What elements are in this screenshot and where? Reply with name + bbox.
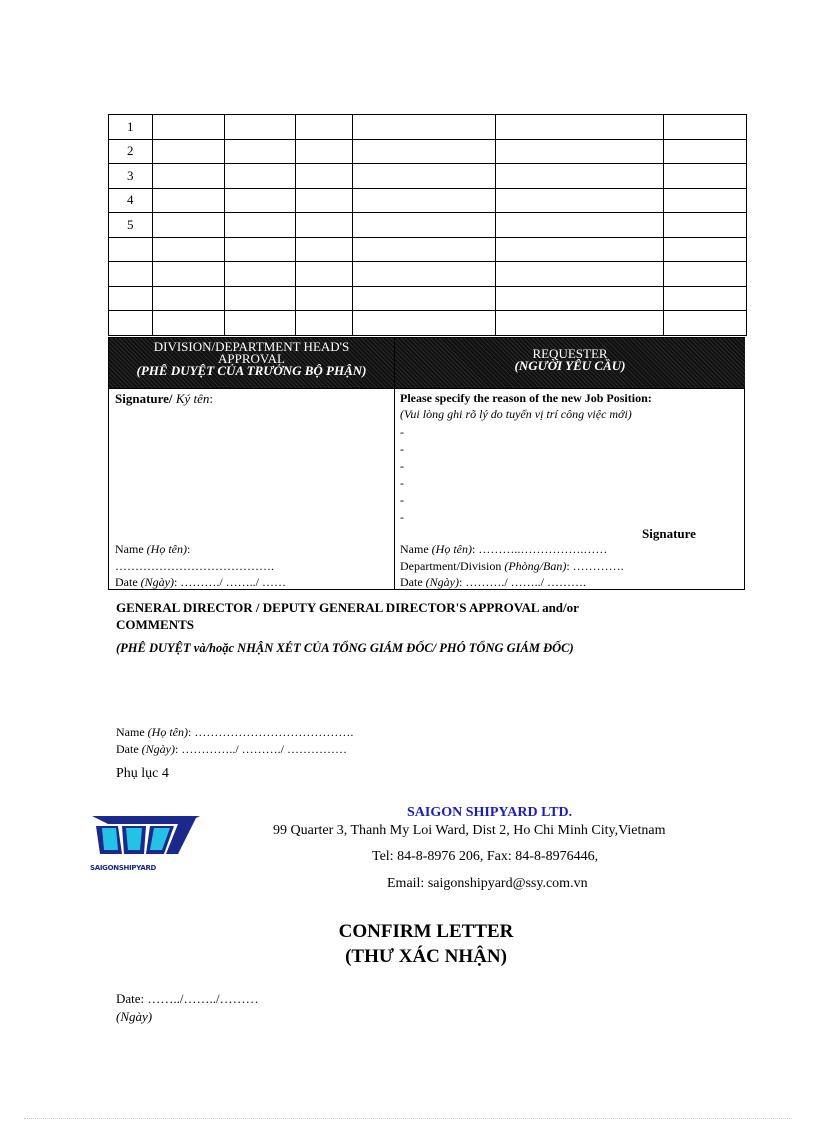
requester-date-line: Date (Ngày): ………./ ……../ ………. (400, 575, 586, 589)
row-number: 2 (109, 139, 153, 164)
letter-date-vi: (Ngày) (116, 1009, 153, 1024)
table-cell (225, 115, 296, 140)
approval-section (108, 337, 745, 590)
reason-dash-list (400, 424, 404, 526)
table-cell (296, 262, 353, 287)
table-cell (664, 188, 747, 213)
table-cell (153, 311, 225, 336)
dept-head-date-line: Date (Ngày): ………./ ……../ …… (115, 575, 286, 589)
letter-date-line: Date: ……../……../……… (116, 991, 259, 1006)
table-cell (153, 237, 225, 262)
reason-dash: - (400, 510, 404, 524)
table-row (109, 188, 747, 213)
table-cell (225, 213, 296, 238)
table-cell (225, 164, 296, 189)
table-row (109, 237, 747, 262)
table-cell (496, 115, 664, 140)
row-number: 3 (109, 164, 153, 189)
table-cell (296, 286, 353, 311)
table-cell (496, 237, 664, 262)
table-cell (496, 286, 664, 311)
table-cell (496, 213, 664, 238)
table-cell (225, 139, 296, 164)
table-cell (296, 164, 353, 189)
table-cell (153, 262, 225, 287)
requester-department-line: Department/Division (Phòng/Ban): …………. (400, 559, 624, 573)
logo-caption: SAIGONSHIPYARD (90, 864, 157, 872)
reason-dash: - (400, 476, 404, 490)
reason-dash: - (400, 442, 404, 456)
dept-head-name-dots: …………………………………. (115, 559, 274, 573)
reason-dash: - (400, 493, 404, 507)
header-line: REQUESTER (532, 346, 608, 361)
company-address: 99 Quarter 3, Thanh My Loi Ward, Dist 2, Ho Chi Minh City,Vietnam (273, 823, 666, 838)
reason-dash: - (400, 425, 404, 439)
table-cell (225, 262, 296, 287)
table-row (109, 164, 747, 189)
table-cell (296, 311, 353, 336)
table-cell (664, 237, 747, 262)
gd-approval-title: GENERAL DIRECTOR / DEPUTY GENERAL DIRECTOR'S APPROVAL and/or (116, 600, 579, 615)
table-cell (296, 237, 353, 262)
table-cell (353, 213, 496, 238)
table-cell (153, 213, 225, 238)
letter-title-vi: (THƯ XÁC NHẬN) (345, 946, 507, 967)
row-number: 5 (109, 213, 153, 238)
table-cell (496, 262, 664, 287)
table-row (109, 213, 747, 238)
table-cell (296, 213, 353, 238)
gd-name-line: Name (Họ tên): …………………………………. (116, 725, 354, 739)
table-cell (664, 115, 747, 140)
header-line: DIVISION/DEPARTMENT HEAD'S (153, 339, 350, 354)
row-number: 4 (109, 188, 153, 213)
table-cell (353, 286, 496, 311)
table-cell (225, 188, 296, 213)
table-cell (353, 115, 496, 140)
table-cell (225, 237, 296, 262)
table-cell (353, 311, 496, 336)
table-cell (296, 188, 353, 213)
appendix-label: Phụ lục 4 (116, 766, 169, 781)
company-name: SAIGON SHIPYARD LTD. (407, 805, 573, 820)
table-row (109, 262, 747, 287)
table-cell (496, 139, 664, 164)
requester-signature-label: Signature (642, 526, 696, 541)
row-number: 1 (109, 115, 153, 140)
job-position-table (108, 114, 747, 336)
table-cell (496, 311, 664, 336)
requester-header (395, 338, 745, 388)
dept-head-name-line: Name (Họ tên): (115, 542, 191, 556)
table-cell (496, 188, 664, 213)
table-cell (153, 164, 225, 189)
table-cell (664, 213, 747, 238)
table-cell (296, 115, 353, 140)
table-row (109, 286, 747, 311)
table-row (109, 139, 747, 164)
company-logo (88, 814, 200, 876)
requester-name-line: Name (Họ tên): ………..…………….…… (400, 542, 608, 556)
gd-date-line: Date (Ngày): …………../ ………./ …………… (116, 742, 347, 756)
table-cell (353, 188, 496, 213)
reason-subtitle: (Vui lòng ghi rõ lý do tuyển vị trí công việc mới) (400, 407, 632, 421)
gd-approval-title-vi: (PHÊ DUYỆT và/hoặc NHẬN XÉT CỦA TỔNG GIÁM ĐỐC/ PHÓ TỔNG GIÁM ĐỐC) (116, 641, 574, 655)
header-line: (NGƯỜI YÊU CẦU) (514, 358, 626, 373)
dept-head-approval-header (109, 338, 394, 388)
table-cell (296, 139, 353, 164)
letter-title: CONFIRM LETTER (338, 921, 514, 942)
row-number (109, 286, 153, 311)
table-cell (225, 311, 296, 336)
ssy-logo-icon (88, 814, 200, 862)
table-cell (153, 286, 225, 311)
header-line: (PHÊ DUYỆT CỦA TRƯỞNG BỘ PHẬN) (136, 363, 367, 378)
row-number (109, 262, 153, 287)
reason-dash: - (400, 459, 404, 473)
table-cell (153, 115, 225, 140)
company-tel: Tel: 84-8-8976 206, Fax: 84-8-8976446, (372, 849, 599, 864)
company-email: Email: saigonshipyard@ssy.com.vn (387, 876, 588, 891)
table-row (109, 115, 747, 140)
table-cell (353, 262, 496, 287)
table-cell (664, 164, 747, 189)
table-cell (664, 286, 747, 311)
gd-approval-title-2: COMMENTS (116, 617, 194, 632)
dept-head-signature-label: Signature/ Ký tên: (115, 391, 214, 406)
table-cell (353, 139, 496, 164)
table-cell (353, 237, 496, 262)
row-number (109, 237, 153, 262)
row-number (109, 311, 153, 336)
table-cell (496, 164, 664, 189)
table-row (109, 311, 747, 336)
table-cell (664, 262, 747, 287)
table-cell (664, 139, 747, 164)
table-cell (225, 286, 296, 311)
table-cell (353, 164, 496, 189)
table-cell (153, 188, 225, 213)
table-cell (153, 139, 225, 164)
table-cell (664, 311, 747, 336)
header-line: APPROVAL (218, 351, 285, 366)
reason-title: Please specify the reason of the new Job Position: (400, 391, 652, 405)
